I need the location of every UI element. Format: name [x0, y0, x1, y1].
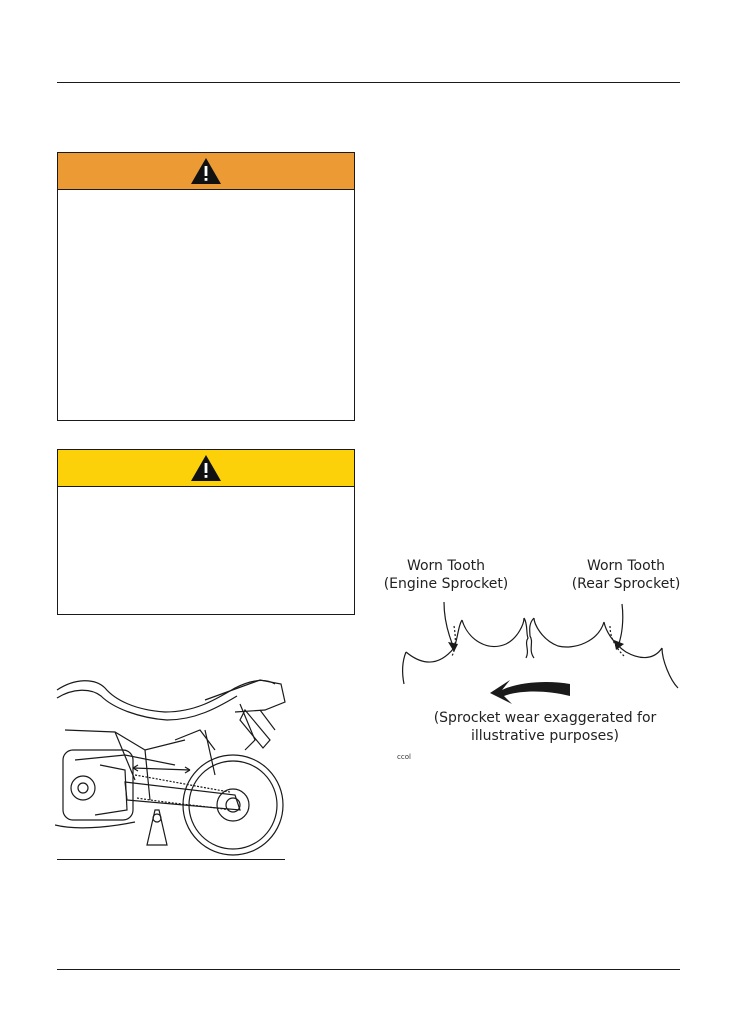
- caution-triangle-icon: [189, 453, 223, 483]
- caption-line1: (Sprocket wear exaggerated for: [433, 710, 657, 726]
- warning-box: [57, 152, 355, 421]
- label-left-line1: Worn Tooth: [406, 558, 486, 574]
- sprocket-caption: [400, 709, 690, 745]
- figure-code: ccol: [397, 753, 411, 761]
- caption-line2: illustrative purposes): [470, 728, 620, 744]
- figure-rule: [57, 859, 285, 860]
- warning-triangle-icon: [189, 156, 223, 186]
- label-left-line2: (Engine Sprocket): [383, 576, 509, 592]
- caution-box: [57, 449, 355, 615]
- caution-header: [58, 450, 354, 487]
- warning-header: [58, 153, 354, 190]
- label-worn-tooth-engine: [382, 557, 510, 593]
- label-right-line1: Worn Tooth: [586, 558, 666, 574]
- header-rule: [57, 82, 680, 83]
- label-worn-tooth-rear: [567, 557, 685, 593]
- label-right-line2: (Rear Sprocket): [571, 576, 681, 592]
- motorcycle-chain-illustration: [55, 670, 287, 860]
- footer-rule: [57, 969, 680, 970]
